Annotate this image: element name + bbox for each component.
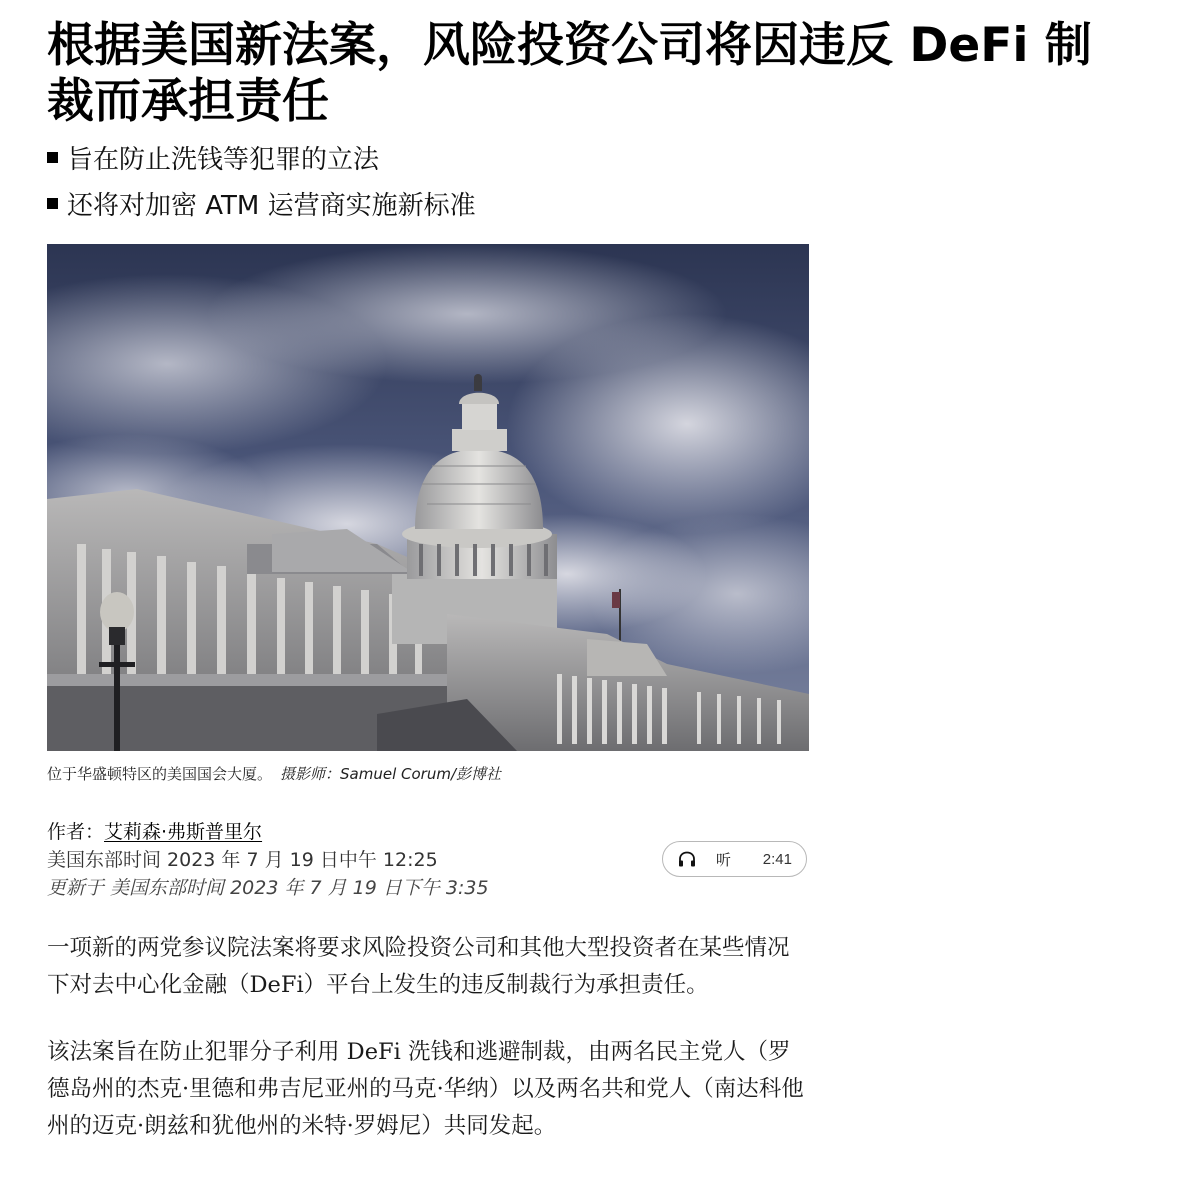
summary-bullet-text: 还将对加密 ATM 运营商实施新标准 bbox=[67, 190, 476, 221]
summary-bullet-text: 旨在防止洗钱等犯罪的立法 bbox=[67, 144, 380, 175]
summary-bullet bbox=[47, 134, 476, 180]
listen-label: 听 bbox=[716, 850, 732, 869]
paragraph: 一项新的两党参议院法案将要求风险投资公司和其他大型投资者在某些情况下对去中心化金融（DeFi）平台上发生的违反制裁行为承担责任。 bbox=[47, 935, 790, 998]
updated-time: 更新于 美国东部时间 2023 年 7 月 19 日下午 3:35 bbox=[47, 877, 489, 899]
article-body bbox=[47, 930, 807, 1175]
summary-bullet bbox=[47, 180, 476, 226]
image-caption-text: 位于华盛顿特区的美国国会大厦。 bbox=[47, 765, 273, 783]
square-bullet-icon bbox=[47, 198, 58, 209]
published-time: 美国东部时间 2023 年 7 月 19 日中午 12:25 bbox=[47, 849, 438, 871]
summary-bullets bbox=[47, 134, 476, 226]
image-caption bbox=[47, 763, 501, 784]
paragraph: 该法案旨在防止犯罪分子利用 DeFi 洗钱和逃避制裁，由两名民主党人（罗德岛州的杰克·里德和弗吉尼亚州的马克·华纳）以及两名共和党人（南达科他州的迈克·朗兹和犹他州的米特·罗姆尼）共同发起。 bbox=[47, 1039, 804, 1139]
author-link[interactable]: 艾莉森·弗斯普里尔 bbox=[104, 821, 263, 843]
author-label: 作者： bbox=[47, 821, 105, 843]
hero-image bbox=[47, 244, 809, 751]
listen-duration: 2:41 bbox=[762, 850, 792, 868]
square-bullet-icon bbox=[47, 152, 58, 163]
headphones-icon bbox=[677, 850, 697, 868]
image-credit: 摄影师：Samuel Corum/彭博社 bbox=[280, 765, 502, 783]
listen-button[interactable] bbox=[662, 841, 807, 877]
headline: 根据美国新法案，风险投资公司将因违反 DeFi 制裁而承担责任 bbox=[47, 18, 1092, 129]
byline bbox=[47, 818, 489, 902]
author-line bbox=[47, 818, 489, 846]
